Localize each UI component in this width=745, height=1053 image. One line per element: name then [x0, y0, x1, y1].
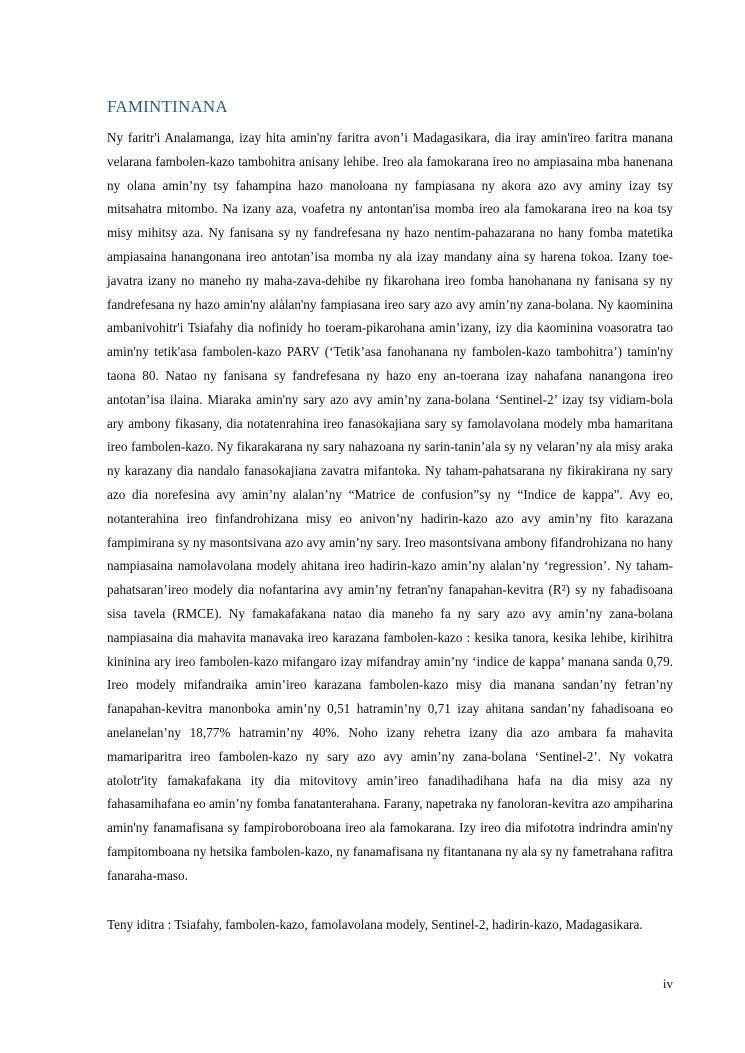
section-heading: FAMINTINANA — [107, 97, 228, 116]
keywords-line: Teny iditra : Tsiafahy, fambolen-kazo, famolavolana modely, Sentinel-2, hadirin-kazo, Madagasikara. — [107, 917, 643, 932]
page-number: iv — [662, 976, 673, 991]
abstract-paragraph: Ny faritr'i Analamanga, izay hita amin'ny faritra avon’i Madagasikara, dia iray amin'ireo faritra manana velarana fambolen-kazo tambohitra anisany lehibe. Ireo ala famokarana ireo no ampiasaina mba hanenana ny olana amin’ny tsy fahampina hazo manoloana ny fampiasana ny akora azo avy aminy izay tsy mitsahatra mitombo. Na izany aza, voafetra ny antontan'isa momba ireo ala famokarana ireo na koa tsy misy mihitsy aza. Ny fanisana sy ny fandrefesana ny hazo nentim-pahazarana no hany fomba matetika ampiasaina hanangonana ireo antotan’isa momba ny ala izay mandany aina sy harena tokoa. Izany toe-javatra izany no maneho ny maha-zava-dehibe ny fikarohana ireo fomba hanohanana ny fanisana sy ny fandrefesana ny hazo amin'ny alàlan'ny fampiasana ireo sary azo avy amin’ny zana-bolana. Ny kaominina ambanivohitr'i Tsiafahy dia nofinidy ho toeram-pikarohana amin’izany, izy dia kaominina voasoratra tao amin'ny tetik'asa fambolen-kazo PARV (‘Tetik’asa fanohanana ny fambolen-kazo tambohitra’) tamin'ny taona 80. Natao ny fanisana sy fandrefesana ny hazo eny an-toerana izay nahafana nanangona ireo antotan’isa ilaina. Miaraka amin'ny sary azo avy amin’ny zana-bolana ‘Sentinel-2’ izay tsy vidiam-bola ary ambony fikasany, dia notatenrahina ireo fanasokajiana sary sy famolavolana modely mba hamaritana ireo fambolen-kazo. Ny fikarakarana ny sary nahazoana ny sarin-tanin’ala sy ny velaran’ny ala misy araka ny karazany dia nandalo fanasokajiana zavatra mifantoka. Ny taham-pahatsarana ny fikirakirana ny sary azo dia norefesina avy amin’ny alalan’ny “Matrice de confusion”sy ny “Indice de kappa”. Avy eo, notanterahina ireo finfandrohizana misy eo anivon’ny hadirin-kazo azo avy amin’ny fito karazana fampimirana sy ny masontsivana azo avy amin’ny sary. Ireo masontsivana ambony fifandrohizana no hany nampiasaina namolavolana modely ahitana ireo hadirin-kazo amin’ny alalan’ny ‘regression’. Ny taham-pahatsaran’ireo modely dia nofantarina avy amin’ny fetran'ny fanapahan-kevitra (R²) sy ny fahadisoana sisa tavela (RMCE). Ny famakafakana natao dia maneho fa ny sary azo avy amin’ny zana-bolana nampiasaina dia mahavita manavaka ireo karazana fambolen-kazo : kesika tanora, kesika lehibe, kirihitra kininina ary ireo fambolen-kazo mifangaro izay mifandray amin’ny ‘indice de kappa’ manana sanda 0,79. Ireo modely mifandraika amin’ireo karazana fambolen-kazo misy dia manana sandan’ny fetran’ny fanapahan-kevitra manonboka amin’ny 0,51 hatramin’ny 0,71 izay ahitana sandan’ny fahadisoana eo anelanelan’ny 18,77% hatramin’ny 40%. Noho izany rehetra izany dia azo ambara fa mahavita mamariparitra ireo fambolen-kazo ny sary azo avy amin’ny zana-bolana ‘Sentinel-2’. Ny vokatra atolotr'ity famakafakana ity dia mitovitovy amin’ireo fanadihadihana hafa na dia misy aza ny fahasamihafana eo amin’ny fomba fanatanterahana. Farany, napetraka ny fanoloran-kevitra azo ampiharina amin'ny fanamafisana sy fampiroboroboana ireo ala famokarana. Izy ireo dia mifototra indrindra amin'ny fampitomboana ny hetsika fambolen-kazo, ny fanamafisana ny fitantanana ny ala sy ny fametrahana rafitra fanaraha-maso. — [107, 130, 673, 883]
